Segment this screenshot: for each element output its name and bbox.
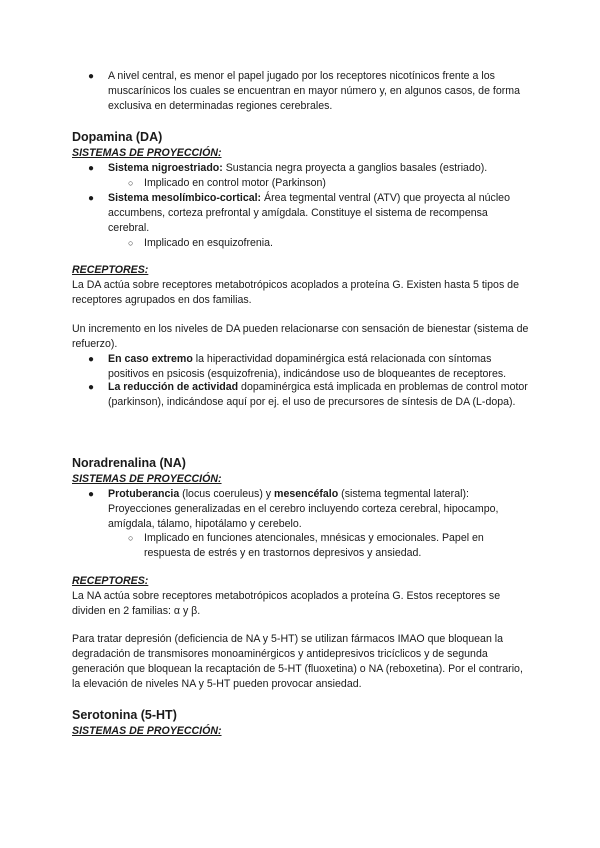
list-item-text: (sistema tegmental lateral): Proyecciones generalizadas en el cerebro incluyendo corteza cerebral, hipocampo, amígdala, tálamo, hipotálamo y cerebelo. [108,488,499,530]
subsection-label-proyeccion: SISTEMAS DE PROYECCIÓN: [72,725,222,737]
bullet-icon: ● [88,193,95,204]
term-bold: La reducción de actividad [108,381,239,393]
paragraph: Un incremento en los niveles de DA pueden relacionarse con sensación de bienestar (sistema de refuerzo). [72,323,529,350]
list-item-text: dopaminérgica está implicada en problemas de control motor (parkinson), indicándose aquí por ej. el uso de precursores de síntesis de DA (L-dopa). [108,381,528,408]
list-item [88,487,528,532]
term-bold: Sistema nigroestriado: [108,162,223,174]
list-item-text: la hiperactividad dopaminérgica está relacionada con síntomas positivos en psicosis (esquizofrenia), indicándose uso de bloqueantes de receptores. [108,353,507,380]
list-item [128,176,524,191]
bullet-icon: ● [88,354,95,365]
list-item-text: A nivel central, es menor el papel jugado por los receptores nicotínicos frente a los muscarínicos los cuales se encuentran en mayor número y, en algunos casos, de forma exclusiva en determinadas regiones cerebrales. [108,70,520,112]
list-item [128,531,524,561]
list-item [128,236,524,251]
list-item-text: Implicado en funciones atencionales, mnésicas y emocionales. Papel en respuesta de estrés y en trastornos depresivos y ansiedad. [144,532,484,559]
hollow-bullet-icon: ○ [128,238,134,248]
term-bold: Sistema mesolímbico-cortical: [108,192,262,204]
list-item-text: (locus coeruleus) y [179,488,275,500]
list-item [88,191,528,236]
section-title-serotonina: Serotonina (5-HT) [72,708,177,722]
list-item-text: Implicado en esquizofrenia. [144,237,273,249]
bullet-icon: ● [88,163,95,174]
list-item-text: Área tegmental ventral (ATV) que proyecta al núcleo accumbens, corteza prefrontal y amígdala. Constituye el sistema de recompensa cerebral. [108,192,510,234]
term-bold: Protuberancia [108,488,180,500]
bullet-icon: ● [88,489,95,500]
hollow-bullet-icon: ○ [128,533,134,543]
hollow-bullet-icon: ○ [128,178,134,188]
bullet-icon: ● [88,382,95,393]
section-title-noradrenalina: Noradrenalina (NA) [72,456,186,470]
term-bold: mesencéfalo [274,488,339,500]
paragraph: Para tratar depresión (deficiencia de NA y 5-HT) se utilizan fármacos IMAO que bloquean la degradación de transmisores monoaminérgicos y antidepresivos tricíclicos y de segunda generación que bloquean la recaptación de 5-HT (fluoxetina) o NA (reboxetina). Por el contrario, la elevación de niveles NA y 5-HT pueden provocar ansiedad. [72,633,523,690]
list-item-text: Implicado en control motor (Parkinson) [144,177,326,189]
section-title-dopamina: Dopamina (DA) [72,130,163,144]
bullet-icon: ● [88,71,95,82]
subsection-label-receptores: RECEPTORES: [72,575,149,587]
paragraph: La NA actúa sobre receptores metabotrópicos acoplados a proteína G. Estos receptores se dividen en 2 familias: α y β. [72,590,501,617]
list-item [88,380,528,410]
paragraph: La DA actúa sobre receptores metabotrópicos acoplados a proteína G. Existen hasta 5 tipos de receptores agrupados en dos familias. [72,279,519,306]
subsection-label-proyeccion: SISTEMAS DE PROYECCIÓN: [72,473,222,485]
list-item [88,69,528,114]
list-item [88,161,528,176]
list-item-text: Sustancia negra proyecta a ganglios basales (estriado). [222,162,488,174]
term-bold: En caso extremo [108,353,193,365]
subsection-label-receptores: RECEPTORES: [72,264,149,276]
subsection-label-proyeccion: SISTEMAS DE PROYECCIÓN: [72,147,222,159]
list-item [88,352,528,382]
